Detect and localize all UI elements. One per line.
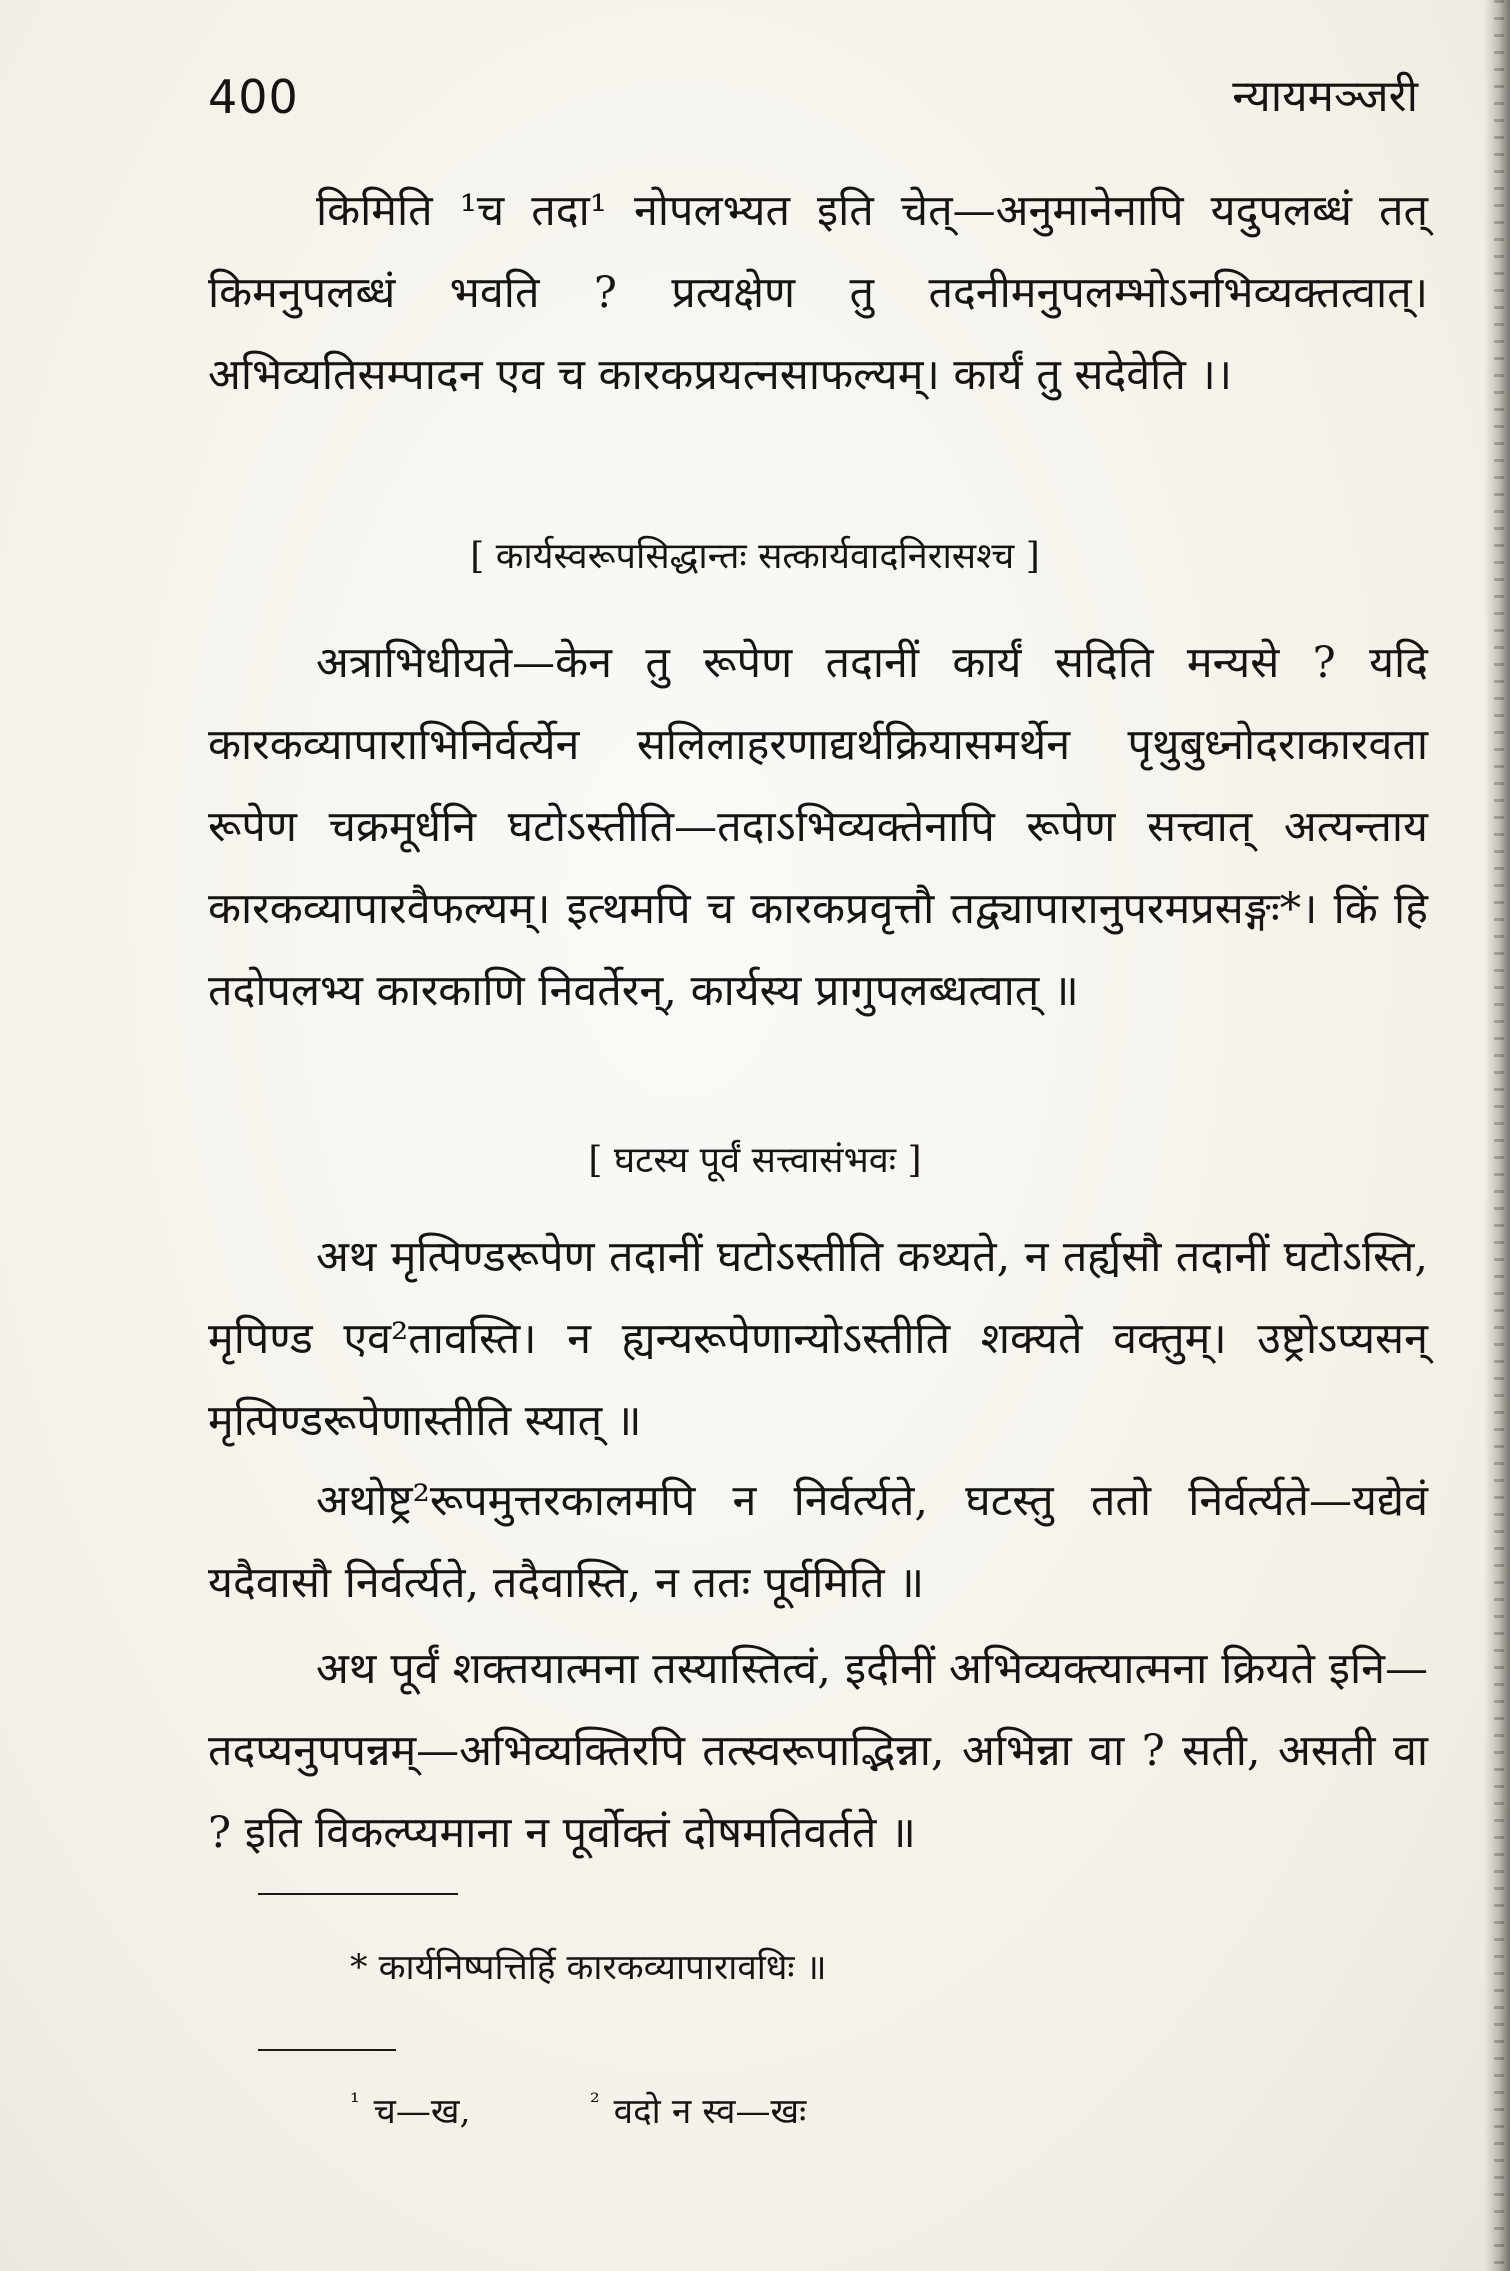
paragraph-2: अत्राभिधीयते—केन तु रूपेण तदानीं कार्यं सदिति मन्यसे ? यदि कारकव्यापाराभिनिर्वर्त्येन सलिलाहरणाद्यर्थक्रियासमर्थेन पृथुबुध्नोदराकारवता रूपेण चक्रमूर्धनि घटोऽस्तीति—तदाऽभिव्यक्तेनापि रूपेण सत्त्वात् अत्यन्ताय कारकव्यापारवैफल्यम्। इत्थमपि च कारकप्रवृत्तौ तद्व्यापारानुपरमप्रसङ्गः*। किं हि तदोपलभ्य कारकाणि निवर्तेरन्, कार्यस्य प्रागुपलब्धत्वात् ॥ [208, 638, 1428, 1016]
footnote-variant-1 [350, 2087, 471, 2134]
paragraph-3: अथ मृत्पिण्डरूपेण तदानीं घटोऽस्तीति कथ्यते, न तर्ह्यसौ तदानीं घटोऽस्ति, मृपिण्ड एव²तावस्ति। न ह्यन्यरूपेणान्योऽस्तीति शक्यते वक्तुम्। उष्ट्रोऽप्यसन् मृत्पिण्डरूपेणास्तीति स्यात् ॥ [208, 1232, 1428, 1446]
footnote-variant-2 [590, 2087, 806, 2134]
footnote-marker-2: ² [590, 2088, 600, 2117]
page-number: 400 [208, 70, 299, 124]
footnote-text-2: वदो न स्व—खः [613, 2092, 807, 2132]
footnote-text-1: च—ख, [373, 2092, 471, 2132]
footnote-marker-1: ¹ [350, 2088, 360, 2117]
section-heading-1: [ कार्यस्वरूपसिद्धान्तः सत्कार्यवादनिरासश्च ] [470, 536, 1040, 577]
paragraph-1: किमिति ¹च तदा¹ नोपलभ्यत इति चेत्—अनुमानेनापि यदुपलब्धं तत् किमनुपलब्धं भवति ? प्रत्यक्षेण तु तदनीमनुपलम्भोऽनभिव्यक्तत्वात्। अभिव्यतिसम्पादन एव च कारकप्रयत्नसाफल्यम्। कार्यं तु सदेवेति ।। [208, 186, 1428, 400]
footnote-separator-1 [258, 1893, 458, 1895]
running-head: न्यायमञ्जरी [1232, 71, 1418, 122]
paragraph-4: अथोष्ट्र²रूपमुत्तरकालमपि न निर्वर्त्यते, घटस्तु ततो निर्वर्त्यते—यद्येवं यदैवासौ निर्वर्त्यते, तदैवास्ति, न ततः पूर्वमिति ॥ [208, 1476, 1428, 1608]
paragraph-5: अथ पूर्वं शक्तयात्मना तस्यास्तित्वं, इदीनीं अभिव्यक्त्यात्मना क्रियते इनि—तदप्यनुपपन्नम्—अभिव्यक्तिरपि तत्स्वरूपाद्भिन्ना, अभिन्ना वा ? सती, असती वा ? इति विकल्प्यमाना न पूर्वोक्तं दोषमतिवर्तते ॥ [208, 1644, 1428, 1858]
footnote-star: * कार्यनिष्पत्तिर्हि कारकव्यापारावधिः ॥ [350, 1948, 827, 1988]
section-heading-2: [ घटस्य पूर्वं सत्त्वासंभवः ] [588, 1140, 922, 1181]
footnote-separator-2 [258, 2049, 396, 2051]
